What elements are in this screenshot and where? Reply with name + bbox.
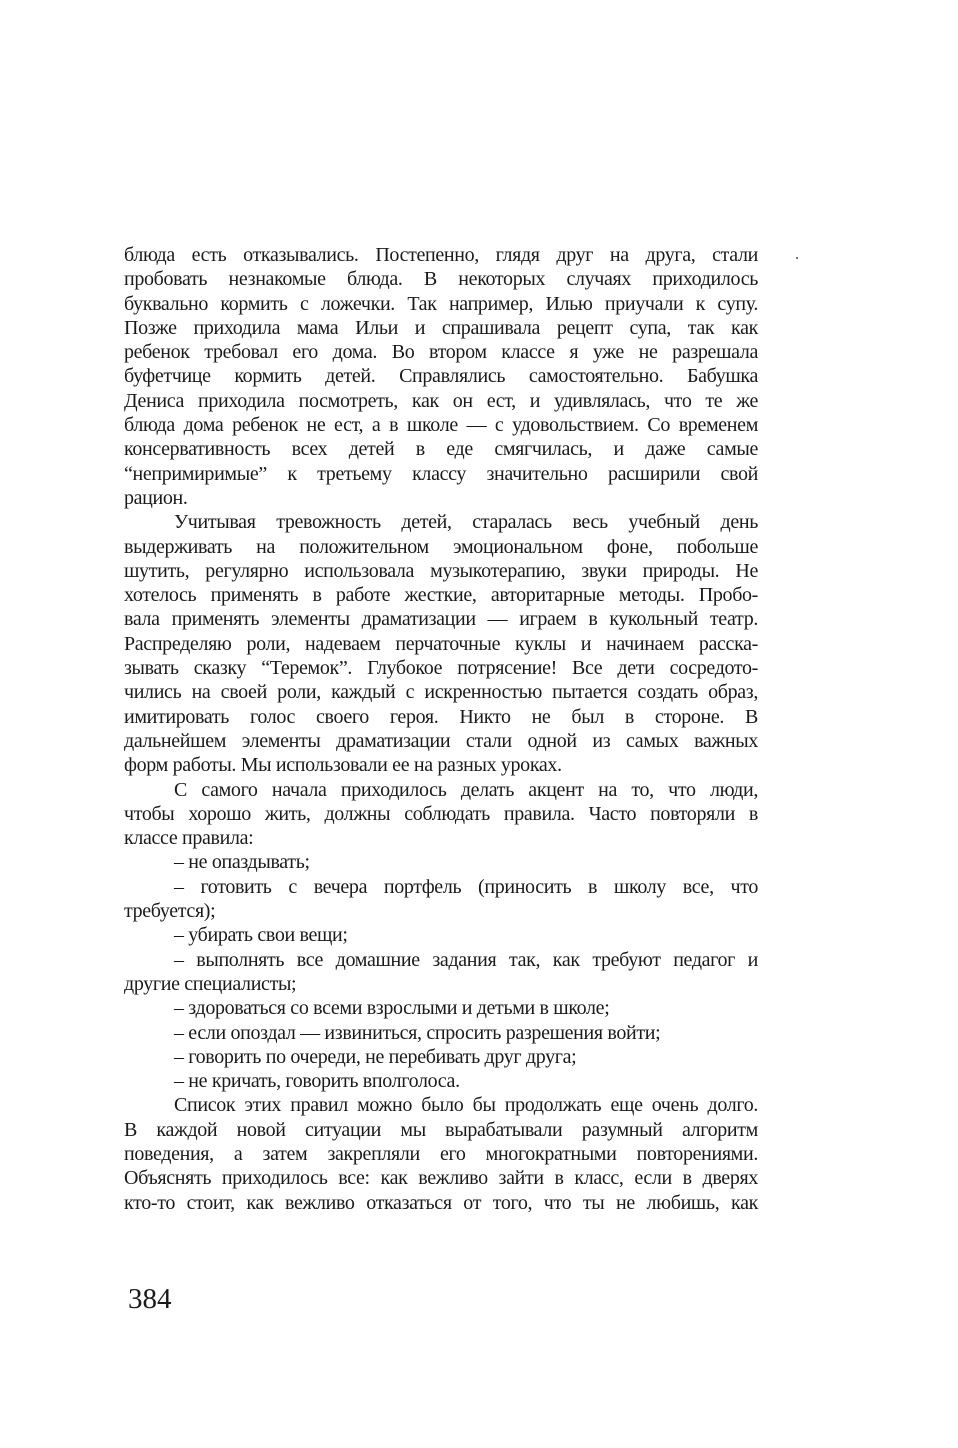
text-line: Дениса приходила посмотреть, как он ест, и удивлялась, что те же [124,389,758,412]
text-line: имитировать голос своего героя. Никто не был в стороне. В [124,705,758,728]
text-line: выдерживать на положительном эмоциональном фоне, побольше [124,535,758,558]
text-line: вала применять элементы драматизации — играем в кукольный театр. [124,608,758,631]
text-line: поведения, а затем закрепляли его многократными повторениями. [124,1142,758,1165]
text-line: зывать сказку “Теремок”. Глубокое потрясение! Все дети сосредото- [124,657,758,680]
page-number: 384 [128,1283,172,1315]
text-line: шутить, регулярно использовала музыкотерапию, звуки природы. Не [124,559,758,582]
paragraph [124,1045,758,1069]
text-line: С самого начала приходилось делать акцент на то, что люди, [174,778,758,801]
text-line: ребенок требовал его дома. Во втором классе я уже не разрешала [124,341,758,364]
text-line: – если опоздал — извиниться, спросить разрешения войти; [174,1021,661,1044]
text-line: – выполнять все домашние задания так, как требуют педагог и [174,948,758,971]
text-line: классе правила: [124,827,254,850]
text-line: – готовить с вечера портфель (приносить в школу все, что [174,875,758,898]
paragraph [124,510,758,777]
text-line: пробовать незнакомые блюда. В некоторых случаях приходилось [124,268,758,291]
paragraph [124,1093,758,1214]
text-line: кто-то стоит, как вежливо отказаться от того, что ты не любишь, как [124,1191,758,1214]
paragraph [124,875,758,924]
scan-speck [796,257,798,259]
text-line: форм работы. Мы использовали ее на разных уроках. [124,754,562,777]
text-line: чились на своей роли, каждый с искренностью пытается создать образ, [124,681,758,704]
text-line: Список этих правил можно было бы продолжать еще очень долго. [174,1094,758,1117]
paragraph [124,996,758,1020]
text-line: В каждой новой ситуации мы вырабатывали разумный алгоритм [124,1118,758,1141]
text-line: требуется); [124,900,216,923]
paragraph [124,778,758,851]
text-line: Позже приходила мама Ильи и спрашивала рецепт супа, так как [124,316,758,339]
text-line: блюда дома ребенок не ест, а в школе — с удовольствием. Со временем [124,414,758,437]
text-line: – убирать свои вещи; [174,924,348,947]
text-line: буфетчице кормить детей. Справлялись самостоятельно. Бабушка [124,365,758,388]
text-line: блюда есть отказывались. Постепенно, глядя друг на друга, стали [124,244,758,266]
paragraph [124,850,758,874]
paragraph [124,923,758,947]
text-line: рацион. [124,486,188,509]
text-line: “непримиримые” к третьему классу значительно расширили свой [124,462,758,485]
text-line: – говорить по очереди, не перебивать друг друга; [174,1045,577,1068]
text-line: – здороваться со всеми взрослыми и детьми в школе; [174,997,610,1020]
text-line: чтобы хорошо жить, должны соблюдать правила. Часто повторяли в [124,802,758,825]
page-body-text [124,243,758,1215]
text-line: буквально кормить с ложечки. Так например, Илью приучали к супу. [124,292,758,315]
text-line: Учитывая тревожность детей, старалась весь учебный день [174,511,758,534]
paragraph [124,1021,758,1045]
text-line: – не кричать, говорить вполголоса. [174,1070,460,1093]
text-line: другие специалисты; [124,972,297,995]
text-line: хотелось применять в работе жесткие, авторитарные методы. Пробо- [124,584,758,607]
paragraph [124,948,758,997]
text-line: Распределяю роли, надеваем перчаточные куклы и начинаем расска- [124,632,758,655]
text-line: дальнейшем элементы драматизации стали одной из самых важных [124,729,758,752]
paragraph [124,1069,758,1093]
paragraph [124,243,758,510]
text-line: – не опаздывать; [174,851,310,874]
text-line: Объяснять приходилось все: как вежливо зайти в класс, если в дверях [124,1167,758,1190]
text-line: консервативность всех детей в еде смягчилась, и даже самые [124,438,758,461]
